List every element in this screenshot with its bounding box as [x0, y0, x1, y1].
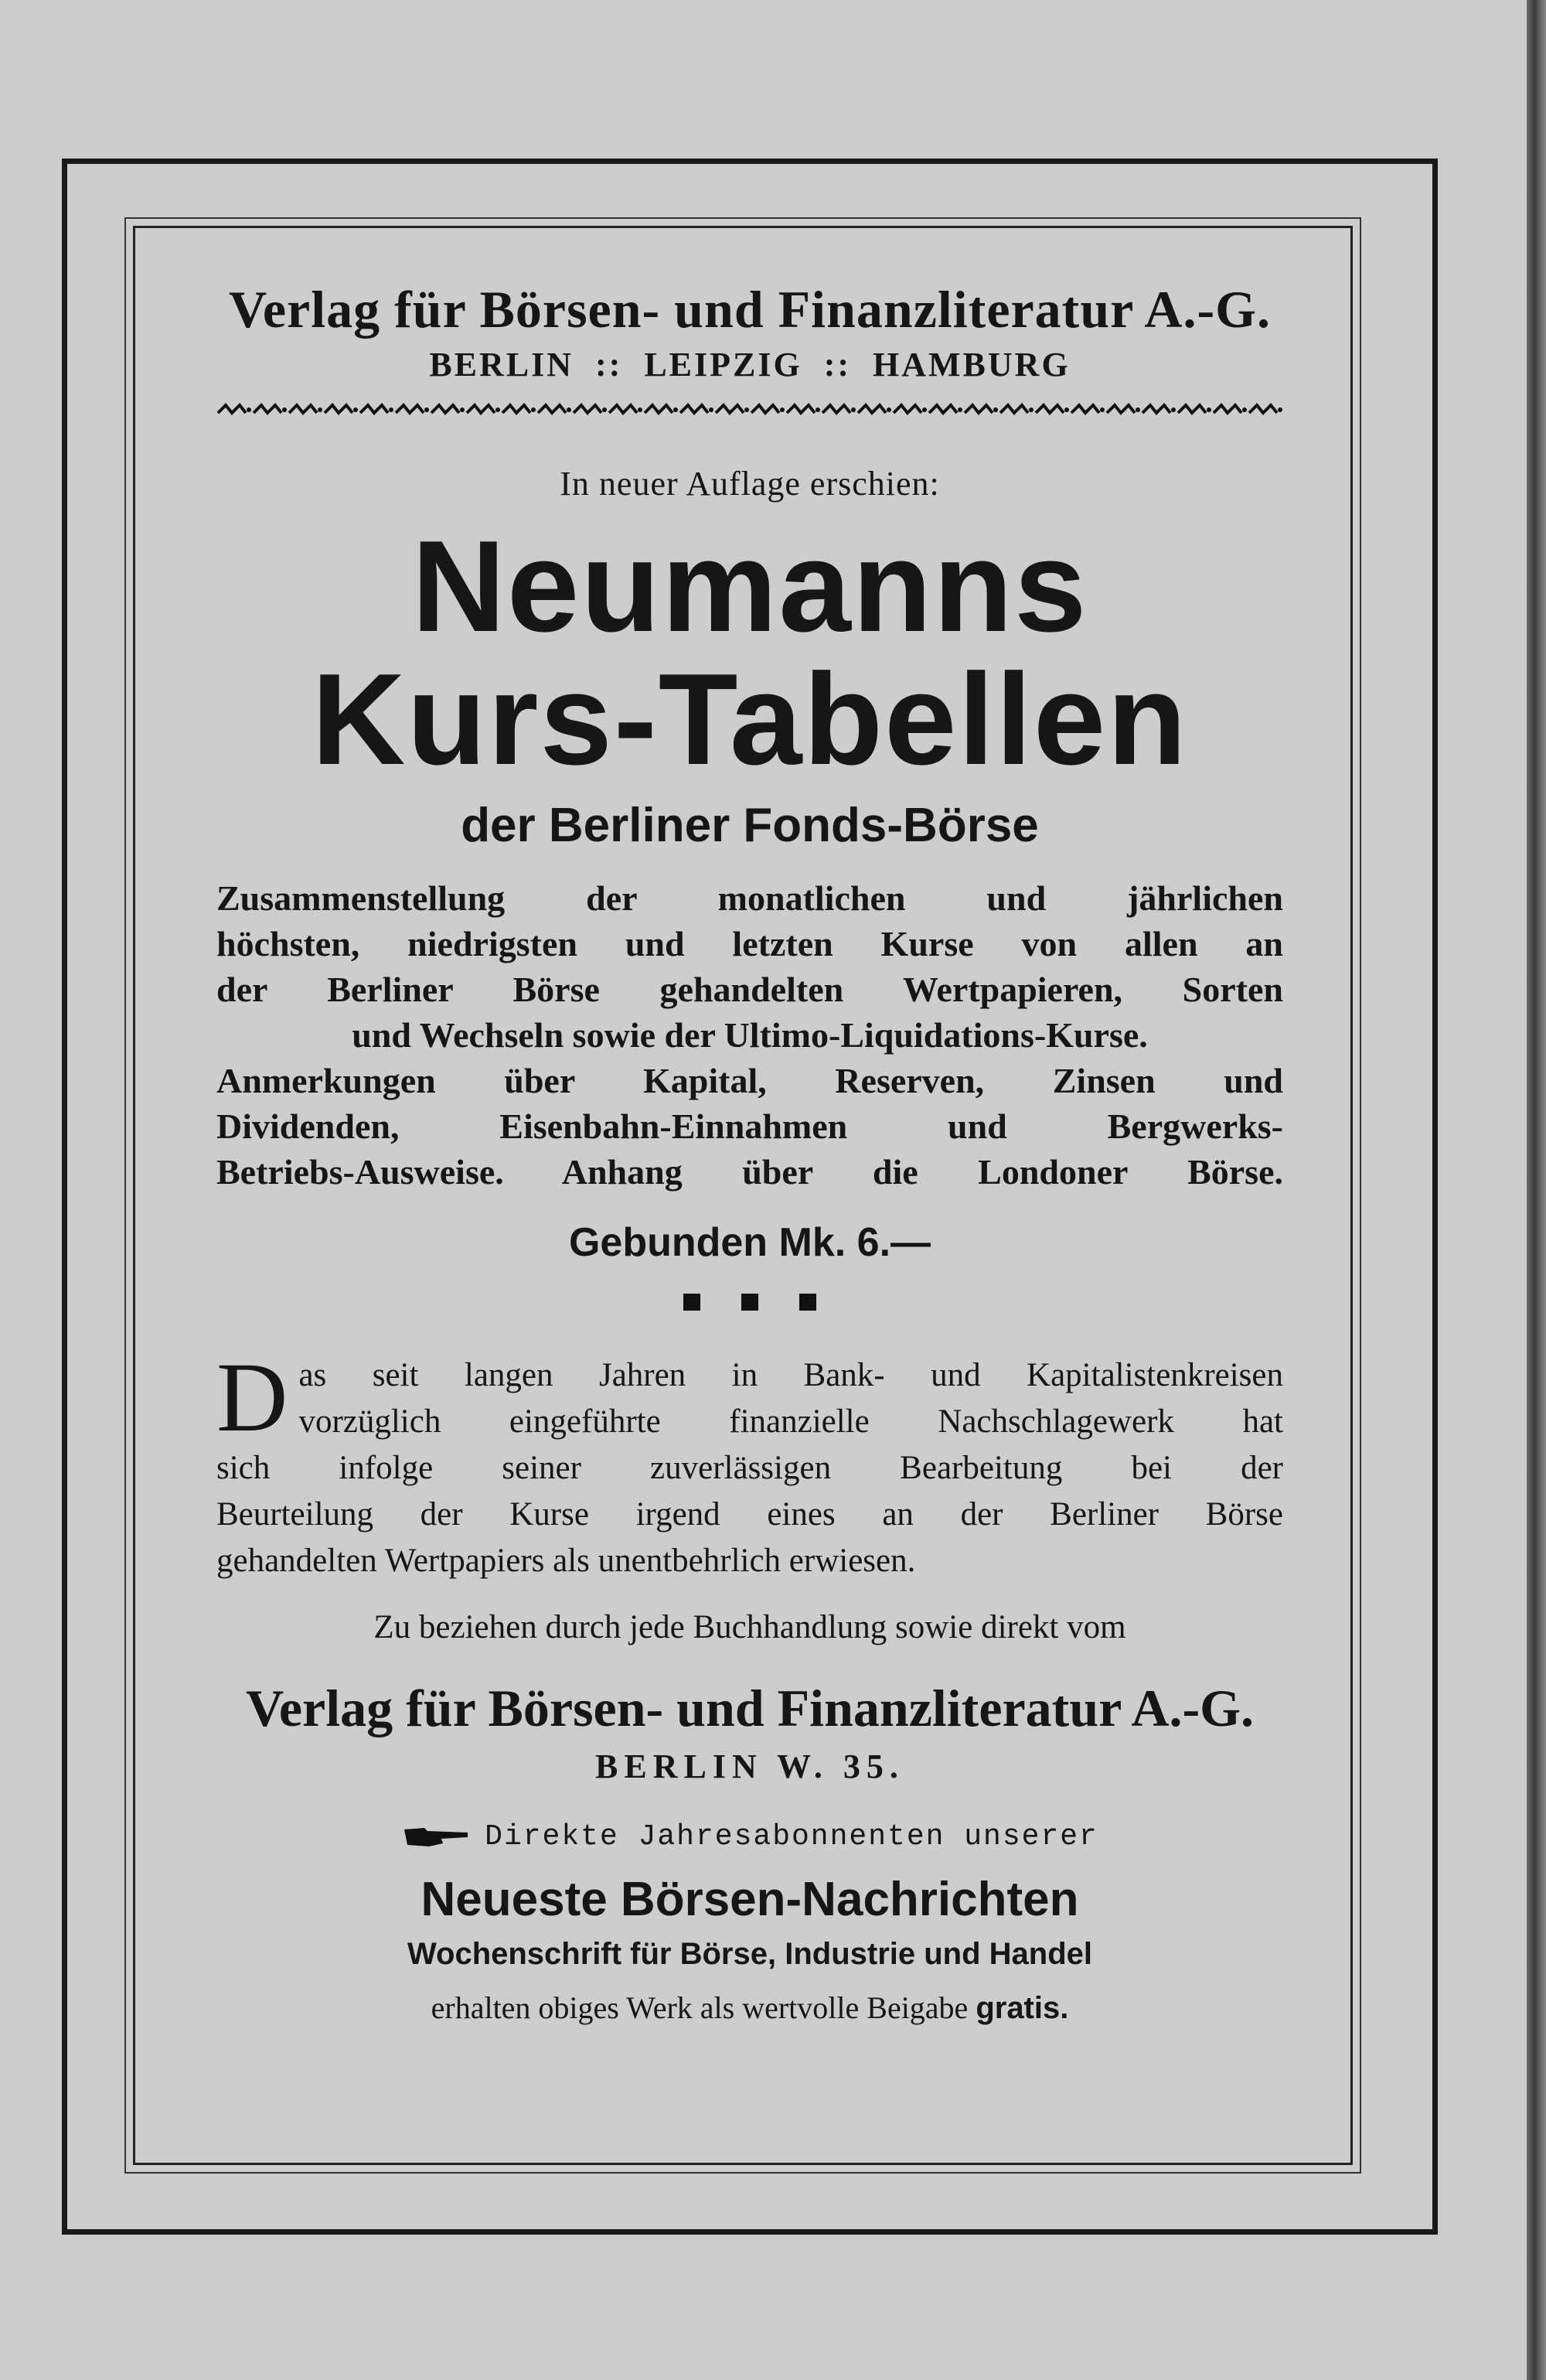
publisher-heading: Verlag für Börsen- und Finanzliteratur A.-G. [229, 280, 1271, 339]
square-ornaments [216, 1294, 1283, 1314]
ornament-divider [216, 401, 1283, 422]
newspaper-subtitle: Wochenschrift für Börse, Industrie und Handel [407, 1937, 1092, 1971]
subscriber-text: Direkte Jahresabonnenten unserer [485, 1820, 1098, 1853]
body-paragraph [216, 1342, 1283, 1584]
square-icon [741, 1294, 758, 1311]
subtitle: der Berliner Fonds-Börse [461, 799, 1039, 852]
gift-text: erhalten obiges Werk als wertvolle Beigabe [431, 1990, 969, 2025]
book-gutter [1527, 0, 1546, 2380]
body-line: vorzüglich eingeführte finanzielle Nachschlagewerk hat [298, 1403, 1283, 1440]
title-line-2: Kurs-Tabellen [312, 646, 1188, 792]
square-icon [683, 1294, 700, 1311]
announcement: In neuer Auflage erschien: [560, 465, 940, 503]
ornament-divider-icon [216, 401, 1283, 419]
description-line: Dividenden, Eisenbahn-Einnahmen und Bergwerks- [216, 1106, 1283, 1146]
publisher-cities: BERLIN :: LEIPZIG :: HAMBURG [429, 346, 1071, 384]
pointing-hand-icon [401, 1823, 471, 1850]
title-line-1: Neumanns [411, 513, 1088, 659]
subscriber-note [216, 1818, 1283, 1857]
description-line: höchsten, niedrigsten und letzten Kurse von allen an [216, 924, 1283, 963]
gift-note [216, 1988, 1283, 2028]
description-line: Zusammenstellung der monatlichen und jährlichen [216, 878, 1283, 918]
body-line: sich infolge seiner zuverlässigen Bearbeitung bei der [216, 1450, 1283, 1486]
description-line: der Berliner Börse gehandelten Wertpapieren, Sorten [216, 970, 1283, 1009]
gift-bold: gratis. [976, 1991, 1069, 2025]
description [216, 875, 1283, 1195]
order-info: Zu beziehen durch jede Buchhandlung sowie direkt vom [373, 1609, 1126, 1645]
body-line: Beurteilung der Kurse irgend eines an der Berliner Börse [216, 1496, 1283, 1533]
publisher-footer: Verlag für Börsen- und Finanzliteratur A.-G. [246, 1679, 1254, 1737]
square-icon [799, 1294, 816, 1311]
description-line: Betriebs-Ausweise. Anhang über die Londoner Börse. [216, 1152, 1283, 1192]
price: Gebunden Mk. 6.— [568, 1220, 931, 1265]
publisher-address: BERLIN W. 35. [595, 1747, 904, 1785]
body-line: as seit langen Jahren in Bank- und Kapitalistenkreisen [298, 1357, 1283, 1393]
advertisement-content [216, 278, 1283, 2028]
body-line: gehandelten Wertpapiers als unentbehrlich erwiesen. [216, 1543, 916, 1579]
description-line: und Wechseln sowie der Ultimo-Liquidations-Kurse. [352, 1015, 1148, 1055]
newspaper-title: Neueste Börsen-Nachrichten [421, 1873, 1079, 1926]
drop-cap: D [216, 1342, 288, 1452]
description-line: Anmerkungen über Kapital, Reserven, Zinsen und [216, 1061, 1283, 1100]
